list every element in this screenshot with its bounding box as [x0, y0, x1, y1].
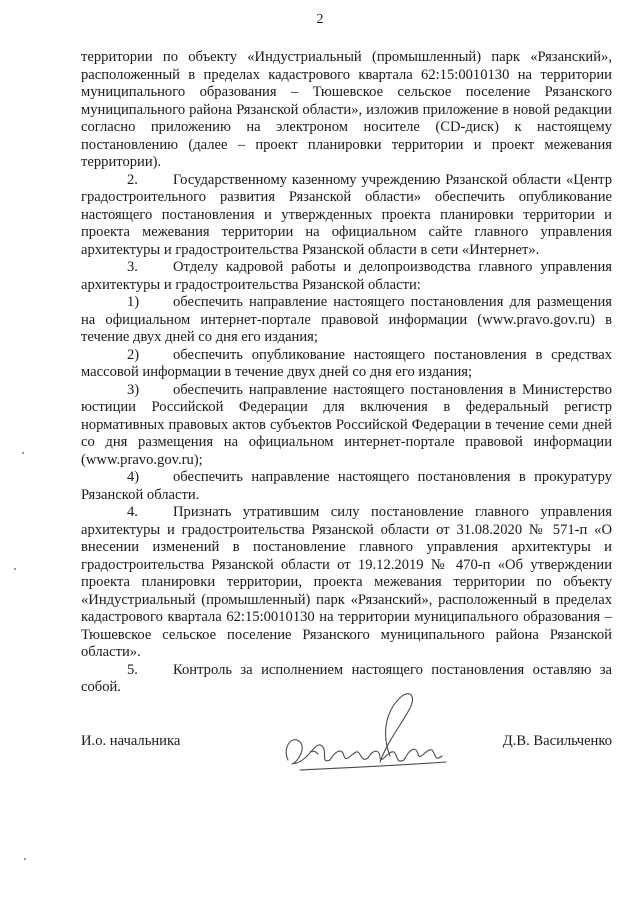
- paragraph: [81, 259, 612, 294]
- paragraph: [81, 172, 612, 260]
- paragraph: [81, 504, 612, 662]
- item-number: 4.: [127, 504, 138, 520]
- paragraph-text: Признать утратившим силу постановление главного управления архитектуры и градостроительства Рязанской области от 31.08.2020 № 571-п «О внесении изменений в постановление главного управления архитектуры и градостроительства Рязанской области от 19.12.2019 № 470-п «Об утверждении проекта планировки территории, проекта межевания территории по объекту «Индустриальный (промышленный) парк «Рязанский», расположенный в пределах кадастрового квартала 62:15:0010130 на территории муниципального образования – Тюшевское сельское поселение Рязанского муниципального района Рязанской области».: [81, 504, 612, 660]
- item-number: 5.: [127, 661, 138, 678]
- paragraph-text: обеспечить направление настоящего постановления в Министерство юстиции Российской Федерации для включения в федеральный регистр нормативных правовых актов субъектов Российской Федерации в течение семи дней со дня размещения на официальном интернет-портале правовой информации (www.pravo.gov.ru);: [81, 381, 612, 468]
- item-number: 1): [127, 294, 140, 310]
- paragraph-text: Государственному казенному учреждению Рязанской области «Центр градостроительного развития Рязанской области» обеспечить опубликование настоящего постановления и утвержденных проекта планировки территории и проекта межевания территории на официальном сайте главного управления архитектуры и градостроительства Рязанской области в сети «Интернет».: [81, 171, 612, 258]
- scan-speck: [24, 858, 26, 860]
- paragraph-text: обеспечить направление настоящего постановления для размещения на официальном интернет-портале правовой информации (www.pravo.gov.ru) в течение двух дней со дня его издания;: [81, 294, 612, 345]
- signatory-position: И.о. начальника: [81, 733, 181, 749]
- item-number: 4): [127, 469, 140, 485]
- paragraph-text: обеспечить опубликование настоящего постановления в средствах массовой информации в течение двух дней со дня его издания;: [81, 346, 612, 380]
- paragraph: [81, 382, 612, 470]
- paragraph: [81, 469, 612, 504]
- paragraph: [81, 294, 612, 347]
- paragraph-text: обеспечить направление настоящего постановления в прокуратуру Рязанской области.: [81, 469, 612, 503]
- paragraph-text: Отделу кадровой работы и делопроизводства главного управления архитектуры и градостроительства Рязанской области:: [81, 259, 612, 293]
- item-number: 3): [127, 381, 140, 398]
- signatory-name: Д.В. Васильченко: [502, 733, 612, 749]
- item-number: 2.: [127, 171, 138, 188]
- paragraph: [81, 49, 612, 172]
- document-body: [81, 49, 612, 697]
- scan-speck: [22, 452, 24, 454]
- item-number: 2): [127, 346, 140, 363]
- scan-speck: [14, 568, 16, 570]
- signature-block: [81, 733, 612, 753]
- paragraph-text: территории по объекту «Индустриальный (промышленный) парк «Рязанский», расположенный в пределах кадастрового квартала 62:15:0010130 на территории муниципального образования – Тюшевское сельское поселение Рязанского муниципального района Рязанской области», изложив приложение в новой редакции согласно приложению на электроном носителе (CD-диск) к настоящему постановлению (далее – проект планировки территории и проект межевания территории).: [81, 49, 612, 170]
- item-number: 3.: [127, 259, 138, 275]
- paragraph-text: Контроль за исполнением настоящего постановления оставляю за собой.: [81, 661, 612, 695]
- paragraph: [81, 347, 612, 382]
- page-number: 2: [316, 12, 324, 27]
